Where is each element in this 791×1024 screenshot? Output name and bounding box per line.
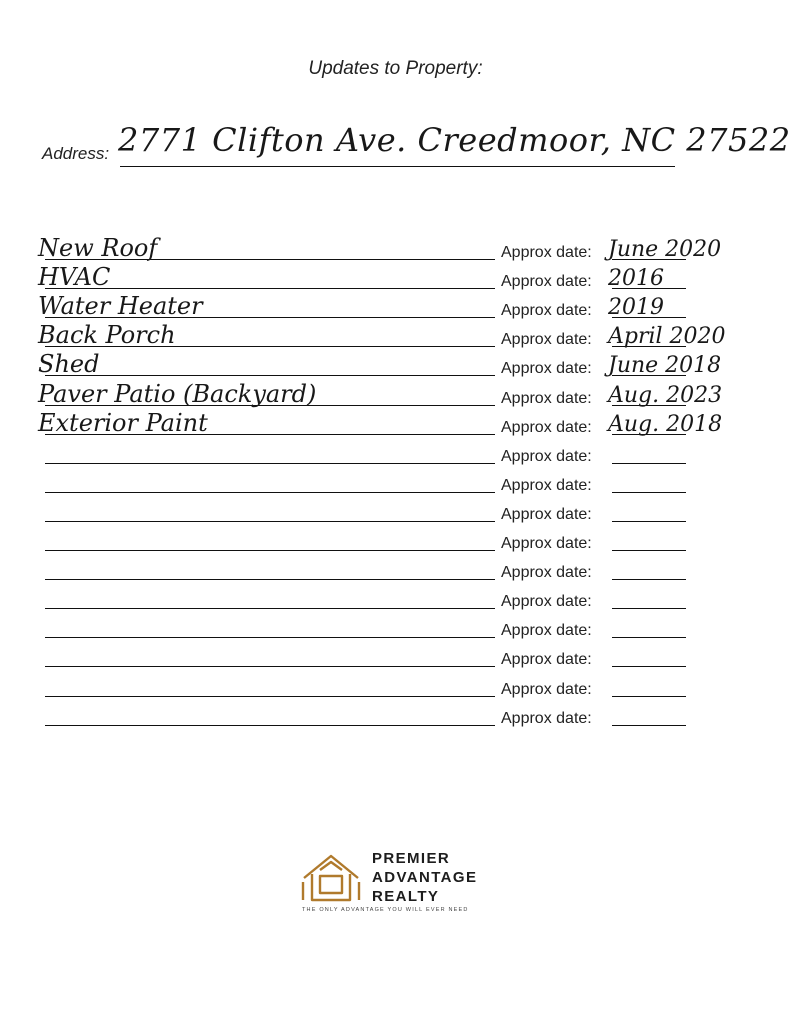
update-row bbox=[0, 410, 791, 439]
update-row bbox=[0, 439, 791, 468]
date-underline bbox=[612, 666, 686, 667]
update-row bbox=[0, 264, 791, 293]
approx-date-label: Approx date: bbox=[501, 418, 592, 436]
item-underline bbox=[45, 725, 495, 726]
item-underline bbox=[45, 492, 495, 493]
item-underline bbox=[45, 666, 495, 667]
update-item-date: June 2020 bbox=[608, 237, 722, 262]
approx-date-label: Approx date: bbox=[501, 360, 592, 378]
update-item-date: 2016 bbox=[608, 266, 664, 292]
date-underline bbox=[612, 725, 686, 726]
update-row bbox=[0, 584, 791, 613]
approx-date-label: Approx date: bbox=[501, 680, 592, 698]
update-item-name: Shed bbox=[38, 350, 100, 379]
update-row bbox=[0, 468, 791, 497]
company-logo bbox=[300, 846, 500, 918]
update-item-name: New Roof bbox=[38, 234, 158, 262]
logo-line-advantage: ADVANTAGE bbox=[372, 869, 478, 886]
item-underline bbox=[45, 521, 495, 522]
approx-date-label: Approx date: bbox=[501, 593, 592, 611]
item-underline bbox=[45, 579, 495, 580]
update-row bbox=[0, 526, 791, 555]
item-underline bbox=[45, 637, 495, 638]
date-underline bbox=[612, 521, 686, 522]
update-item-name: HVAC bbox=[38, 263, 111, 292]
update-item-name: Exterior Paint bbox=[38, 408, 208, 437]
update-row bbox=[0, 701, 791, 730]
approx-date-label: Approx date: bbox=[501, 331, 592, 349]
update-row bbox=[0, 235, 791, 264]
date-underline bbox=[612, 463, 686, 464]
item-underline bbox=[45, 550, 495, 551]
update-item-date: June 2018 bbox=[608, 353, 722, 379]
approx-date-label: Approx date: bbox=[501, 389, 592, 407]
update-row bbox=[0, 642, 791, 671]
update-row bbox=[0, 555, 791, 584]
update-item-date: 2019 bbox=[608, 295, 664, 321]
update-item-name: Water Heater bbox=[38, 292, 203, 321]
item-underline bbox=[45, 288, 495, 289]
approx-date-label: Approx date: bbox=[501, 447, 592, 465]
approx-date-label: Approx date: bbox=[501, 505, 592, 523]
approx-date-label: Approx date: bbox=[501, 564, 592, 582]
date-underline bbox=[612, 637, 686, 638]
update-row bbox=[0, 497, 791, 526]
approx-date-label: Approx date: bbox=[501, 273, 592, 291]
update-row bbox=[0, 293, 791, 322]
approx-date-label: Approx date: bbox=[501, 622, 592, 640]
logo-tagline: THE ONLY ADVANTAGE YOU WILL EVER NEED bbox=[302, 907, 469, 913]
update-row bbox=[0, 613, 791, 642]
house-logo-icon bbox=[300, 852, 362, 904]
logo-line-premier: PREMIER bbox=[372, 850, 451, 867]
date-underline bbox=[612, 696, 686, 697]
address-value: 2771 Clifton Ave. Creedmoor, NC 27522 bbox=[118, 121, 791, 159]
update-item-name: Paver Patio (Backyard) bbox=[38, 379, 317, 408]
update-item-name: Back Porch bbox=[38, 321, 176, 350]
approx-date-label: Approx date: bbox=[501, 709, 592, 727]
update-item-date: Aug. 2018 bbox=[608, 411, 723, 437]
update-row bbox=[0, 381, 791, 410]
approx-date-label: Approx date: bbox=[501, 302, 592, 320]
item-underline bbox=[45, 463, 495, 464]
address-underline bbox=[120, 166, 675, 167]
approx-date-label: Approx date: bbox=[501, 535, 592, 552]
approx-date-label: Approx date: bbox=[501, 651, 592, 669]
approx-date-label: Approx date: bbox=[501, 244, 592, 261]
item-underline bbox=[45, 608, 495, 609]
logo-line-realty: REALTY bbox=[372, 888, 440, 905]
item-underline bbox=[45, 375, 495, 376]
update-item-date: April 2020 bbox=[608, 324, 726, 350]
update-row bbox=[0, 672, 791, 701]
approx-date-label: Approx date: bbox=[501, 476, 592, 494]
date-underline bbox=[612, 550, 686, 551]
page-title: Updates to Property: bbox=[308, 58, 483, 79]
item-underline bbox=[45, 696, 495, 697]
date-underline bbox=[612, 492, 686, 493]
date-underline bbox=[612, 608, 686, 609]
update-row bbox=[0, 322, 791, 351]
update-item-date: Aug. 2023 bbox=[608, 382, 723, 408]
address-label: Address: bbox=[42, 144, 110, 163]
update-row bbox=[0, 351, 791, 380]
date-underline bbox=[612, 579, 686, 580]
